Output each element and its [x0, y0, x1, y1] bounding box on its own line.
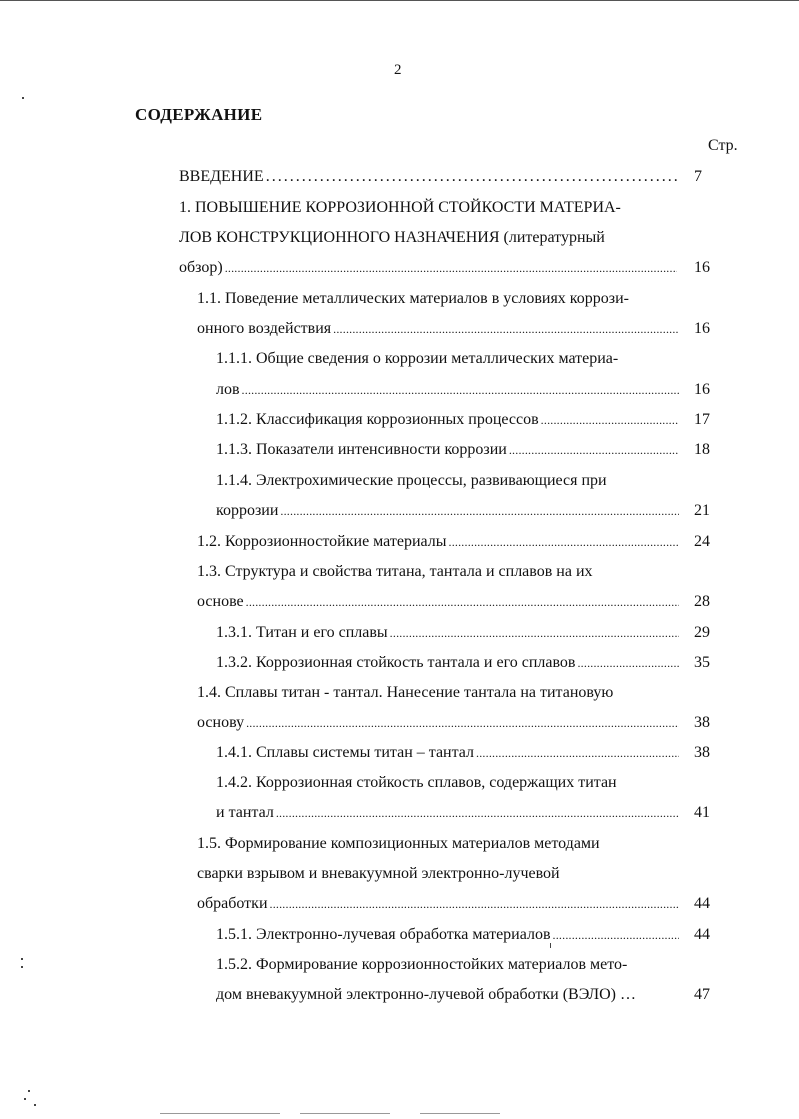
toc-entry-label: 1.5.1. Электронно-лучевая обработка материалов	[216, 926, 551, 943]
toc-entry-line: сварки взрывом и вневакуумной электронно-лучевой	[197, 865, 560, 882]
toc-entry-line: 1.1. Поведение металлических материалов в условиях коррози-	[197, 290, 629, 307]
toc-entry-label: 1.1.3. Показатели интенсивности коррозии	[216, 441, 507, 458]
dot-leader	[541, 408, 679, 432]
toc-entry-1-1-4	[216, 499, 681, 523]
toc-entry-1-3-1	[216, 621, 681, 645]
toc-entry-1-4	[197, 711, 681, 735]
scan-speck	[34, 1104, 36, 1106]
toc-entry-page: 16	[694, 381, 710, 398]
toc-entry-label: основу	[197, 714, 245, 731]
toc-entry-1-5	[197, 892, 681, 916]
toc-entry-1-1-3	[216, 438, 681, 462]
scan-speck	[28, 1090, 30, 1092]
toc-entry-chapter-1	[179, 256, 679, 280]
scan-bottom-edge	[420, 1113, 500, 1114]
toc-entry-line: 1.1.4. Электрохимические процессы, развивающиеся при	[216, 472, 607, 489]
toc-entry-line: ЛОВ КОНСТРУКЦИОННОГО НАЗНАЧЕНИЯ (литературный	[179, 229, 605, 246]
toc-entry-page: 16	[694, 259, 710, 276]
page-title: СОДЕРЖАНИЕ	[135, 105, 263, 124]
dot-leader	[270, 892, 680, 916]
dot-leader	[246, 590, 679, 614]
scan-speck	[21, 958, 23, 960]
toc-entry-page: 7	[694, 168, 702, 185]
toc-entry-line: 1.1.1. Общие сведения о коррозии металлических материа-	[216, 350, 619, 367]
toc-entry-label: и тантал	[216, 804, 274, 821]
toc-entry-label: лов	[216, 381, 240, 398]
toc-entry-label: обработки	[197, 895, 268, 912]
toc-entry-line: 1.4. Сплавы титан - тантал. Нанесение тантала на титановую	[197, 684, 614, 701]
dot-leader	[553, 923, 679, 947]
toc-entry-label: ВВЕДЕНИЕ	[179, 168, 264, 185]
toc-entry-1-1-1	[216, 378, 681, 402]
toc-entry-page: 17	[694, 411, 710, 428]
toc-entry-label: онного воздействия	[197, 320, 332, 337]
toc-entry-label: 1.1.2. Классификация коррозионных процессов	[216, 411, 539, 428]
toc-entry-1-3	[197, 590, 681, 614]
scan-speck	[24, 1098, 26, 1100]
dot-leader	[280, 499, 679, 523]
toc-entry-line: 1.4.2. Коррозионная стойкость сплавов, содержащих титан	[216, 774, 617, 791]
page-column-label: Стр.	[708, 137, 738, 154]
scan-speck	[550, 943, 551, 948]
scan-bottom-edge	[300, 1113, 390, 1114]
toc-entry-page: 16	[694, 320, 710, 337]
toc-entry-line: 1.3. Структура и свойства титана, тантала и сплавов на их	[197, 563, 593, 580]
toc-entry-page: 29	[694, 624, 710, 641]
toc-entry-label: 1.3.1. Титан и его сплавы	[216, 624, 388, 641]
toc-entry-page: 44	[694, 926, 710, 943]
toc-entry-label: основе	[197, 593, 244, 610]
scan-speck	[22, 97, 24, 99]
scan-speck	[21, 966, 23, 968]
toc-entry-page: 35	[694, 654, 710, 671]
toc-entry-page: 21	[694, 502, 710, 519]
toc-entry-page: 38	[694, 714, 710, 731]
page-number: 2	[394, 62, 402, 78]
toc-entry-page: 18	[694, 441, 710, 458]
toc-entry-1-2	[197, 530, 681, 554]
toc-entry-page: 24	[694, 533, 710, 550]
toc-entry-page: 44	[694, 895, 710, 912]
toc-entry-label: 1.2. Коррозионностойкие материалы	[197, 533, 447, 550]
toc-entry-line: 1.5. Формирование композиционных материалов методами	[197, 835, 600, 852]
toc-entry-page: 41	[694, 804, 710, 821]
dot-leader	[242, 378, 679, 402]
toc-entry-label: дом вневакуумной электронно-лучевой обработки (ВЭЛО) …	[216, 986, 637, 1003]
toc-entry-1-5-1	[216, 923, 681, 947]
toc-entry-line: 1.5.2. Формирование коррозионностойких материалов мето-	[216, 956, 628, 973]
dot-leader	[246, 711, 679, 735]
toc-entry-1-1-2	[216, 408, 681, 432]
toc-entry-page: 38	[694, 744, 710, 761]
dot-leader	[333, 317, 679, 341]
dot-leader	[266, 165, 677, 189]
toc-entry-1-4-1	[216, 741, 681, 765]
toc-entry-page: 47	[694, 986, 710, 1003]
dot-leader	[225, 256, 677, 280]
toc-entry-label: коррозии	[216, 502, 279, 519]
dot-leader	[577, 651, 679, 675]
toc-entry-1-1	[197, 317, 681, 341]
toc-entry-1-4-2	[216, 801, 681, 825]
dot-leader	[509, 438, 679, 462]
scan-bottom-edge	[160, 1113, 280, 1114]
dot-leader	[449, 530, 680, 554]
toc-entry-page: 28	[694, 593, 710, 610]
toc-entry-label: 1.4.1. Сплавы системы титан – тантал	[216, 744, 475, 761]
toc-entry-1-3-2	[216, 651, 681, 675]
toc-entry-line: 1. ПОВЫШЕНИЕ КОРРОЗИОННОЙ СТОЙКОСТИ МАТЕРИА-	[179, 199, 621, 216]
dot-leader	[390, 621, 679, 645]
toc-entry-introduction	[179, 165, 679, 189]
dot-leader	[476, 741, 679, 765]
dot-leader	[276, 801, 679, 825]
toc-entry-label: обзор)	[179, 259, 223, 276]
toc-entry-label: 1.3.2. Коррозионная стойкость тантала и его сплавов	[216, 654, 576, 671]
